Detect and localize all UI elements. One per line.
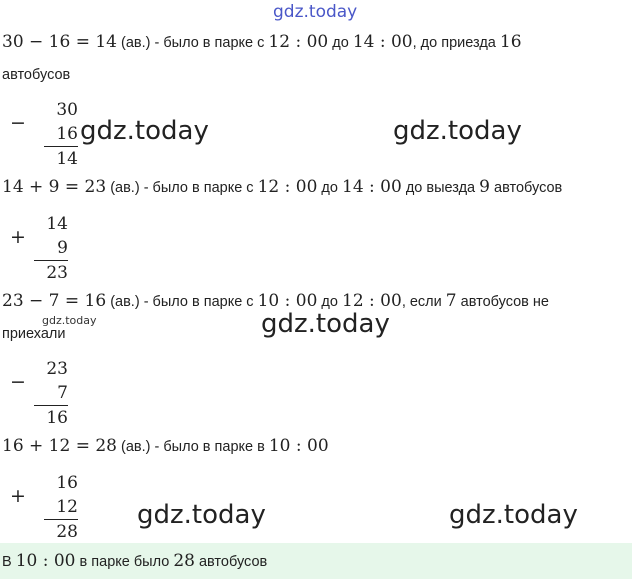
time: 10 : 00 bbox=[15, 551, 76, 571]
text: (ав.) - было в парке с bbox=[117, 35, 269, 51]
expression: 16 + 12 = 28 bbox=[2, 436, 117, 456]
solution-line-2 bbox=[2, 177, 562, 197]
column-top: 16 bbox=[56, 473, 78, 493]
column-top: 23 bbox=[46, 359, 68, 379]
column-result: 16 bbox=[46, 408, 68, 428]
text: (ав.) - было в парке с bbox=[106, 180, 258, 196]
time-start: 12 : 00 bbox=[268, 32, 329, 52]
number: 9 bbox=[479, 177, 490, 197]
text: в парке было bbox=[75, 554, 174, 570]
solution-line-1-cont bbox=[2, 67, 70, 83]
solution-line-3-cont bbox=[2, 326, 65, 342]
watermark: gdz.today bbox=[261, 309, 390, 339]
text: В bbox=[2, 554, 16, 570]
text: автобусов bbox=[194, 554, 268, 570]
expression: 30 − 16 = 14 bbox=[2, 32, 117, 52]
solution-line-4 bbox=[2, 436, 329, 456]
text: до выезда bbox=[401, 180, 480, 196]
column-result: 28 bbox=[56, 522, 78, 542]
column-result: 14 bbox=[56, 149, 78, 169]
column-bottom: 16 bbox=[44, 122, 78, 147]
plus-sign: + bbox=[10, 226, 26, 248]
plus-sign: + bbox=[10, 485, 26, 507]
column-bottom: 7 bbox=[34, 381, 68, 406]
watermark: gdz.today bbox=[80, 116, 209, 146]
answer-box bbox=[0, 543, 632, 579]
column-calculation-3 bbox=[34, 357, 68, 430]
expression: 23 − 7 = 16 bbox=[2, 291, 107, 311]
column-calculation-4 bbox=[44, 471, 78, 544]
time: 10 : 00 bbox=[268, 436, 329, 456]
answer-text bbox=[2, 551, 267, 571]
text: автобусов bbox=[2, 67, 71, 83]
solution-line-3 bbox=[2, 291, 549, 311]
time-end: 12 : 00 bbox=[342, 291, 402, 311]
minus-sign: − bbox=[10, 112, 26, 134]
watermark: gdz.today bbox=[393, 116, 522, 146]
time-end: 14 : 00 bbox=[342, 177, 402, 197]
column-top: 14 bbox=[46, 214, 68, 234]
text: (ав.) - было в парке в bbox=[117, 439, 269, 455]
watermark-top: gdz.today bbox=[273, 2, 358, 22]
minus-sign: − bbox=[10, 371, 26, 393]
text: до bbox=[317, 294, 342, 310]
time-start: 12 : 00 bbox=[257, 177, 318, 197]
text: автобусов bbox=[489, 180, 563, 196]
text: до bbox=[328, 35, 353, 51]
solution-line-1 bbox=[2, 32, 522, 52]
text: (ав.) - было в парке с bbox=[106, 294, 258, 310]
column-top: 30 bbox=[56, 100, 78, 120]
watermark: gdz.today bbox=[137, 500, 266, 530]
text: , если bbox=[401, 294, 446, 310]
watermark: gdz.today bbox=[449, 500, 578, 530]
column-bottom: 9 bbox=[34, 236, 68, 261]
column-calculation-1 bbox=[44, 98, 78, 171]
text: приехали bbox=[2, 326, 66, 342]
text: до bbox=[317, 180, 342, 196]
text: , до приезда bbox=[412, 35, 500, 51]
expression: 14 + 9 = 23 bbox=[2, 177, 107, 197]
text: автобусов не bbox=[456, 294, 549, 310]
time-end: 14 : 00 bbox=[352, 32, 413, 52]
column-calculation-2 bbox=[34, 212, 68, 285]
watermark-small: gdz.today bbox=[42, 314, 97, 327]
time-start: 10 : 00 bbox=[257, 291, 318, 311]
number: 7 bbox=[445, 291, 457, 311]
number: 16 bbox=[499, 32, 522, 52]
column-bottom: 12 bbox=[44, 495, 78, 520]
column-result: 23 bbox=[46, 263, 68, 283]
number: 28 bbox=[173, 551, 195, 571]
